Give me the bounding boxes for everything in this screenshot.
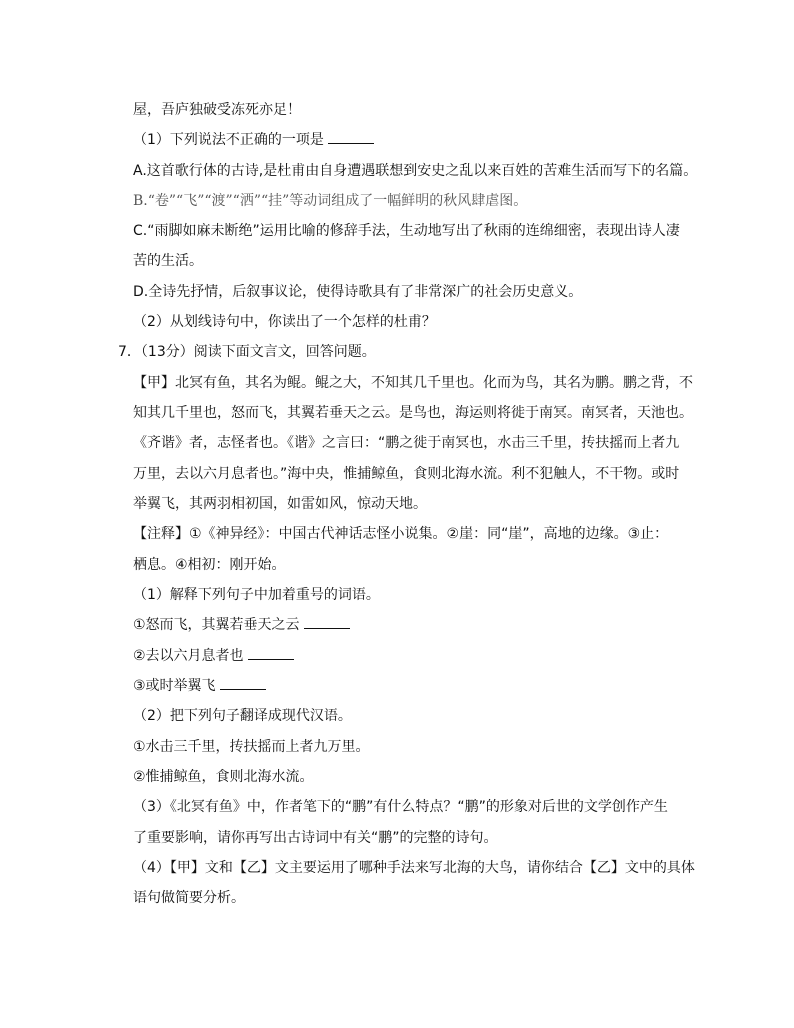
question-7-2-item-2: ②惟捕鲸鱼，食则北海水流。 — [133, 769, 314, 785]
answer-blank[interactable] — [220, 677, 266, 690]
question-7-4-line-2: 语句做简要分析。 — [133, 890, 245, 906]
option-d: D.全诗先抒情，后叙事议论，使得诗歌具有了非常深广的社会历史意义。 — [133, 284, 583, 300]
item-3-text: ③或时举翼飞 — [133, 678, 216, 694]
item-1-text: ①怒而飞，其翼若垂天之云 — [133, 617, 300, 633]
item-2-text: ②去以六月息者也 — [133, 648, 244, 664]
question-7-3-line-1: （3）《北冥有鱼》中，作者笔下的“鹏”有什么特点？“鹏”的形象对后世的文学创作产生 — [133, 799, 668, 815]
answer-blank[interactable] — [248, 647, 294, 660]
question-7-heading: 7．（13分）阅读下面文言文，回答问题。 — [118, 344, 376, 360]
passage-jia-line-1: 【甲】北冥有鱼，其名为鲲。鲲之大，不知其几千里也。化而为鸟，其名为鹏。鹏之背，不 — [133, 375, 693, 391]
option-c-line-1: C.“雨脚如麻未断绝”运用比喻的修辞手法，生动地写出了秋雨的连绵细密，表现出诗人凄 — [133, 223, 680, 239]
answer-blank[interactable] — [328, 131, 374, 144]
passage-jia-line-4: 万里，去以六月息者也。”海中央，惟捕鲸鱼，食则北海水流。利不犯触人，不干物。或时 — [133, 466, 680, 482]
option-b: B.“卷”“飞”“渡”“洒”“挂”等动词组成了一幅鲜明的秋风肆虐图。 — [133, 193, 528, 209]
question-6-1-text: （1）下列说法不正确的一项是 — [133, 132, 324, 148]
passage-jia-line-3: 《齐谐》者，志怪者也。《谐》之言曰：“鹏之徙于南冥也，水击三千里，抟扶摇而上者九 — [133, 435, 680, 451]
notes-line-2: 栖息。④相初：刚开始。 — [133, 557, 286, 573]
question-7-1-item-2 — [133, 646, 294, 666]
passage-jia-line-5: 举翼飞，其两羽相初国，如雷如风，惊动天地。 — [133, 496, 427, 512]
question-7-2-item-1: ①水击三千里，抟扶摇而上者九万里。 — [133, 739, 370, 755]
question-7-1-item-1 — [133, 615, 350, 635]
question-7-1-item-3 — [133, 676, 266, 696]
poem-ending-line: 屋，吾庐独破受冻死亦足！ — [133, 102, 301, 118]
passage-jia-line-2: 知其几千里也，怒而飞，其翼若垂天之云。是鸟也，海运则将徙于南冥。南冥者，天池也。 — [133, 405, 693, 421]
answer-blank[interactable] — [304, 616, 350, 629]
question-7-4-line-1: （4）【甲】文和【乙】文主要运用了哪种手法来写北海的大鸟，请你结合【乙】文中的具体 — [133, 860, 695, 876]
question-6-1 — [133, 130, 374, 150]
notes-line-1: 【注释】①《神异经》：中国古代神话志怪小说集。②崖：同“崖”，高地的边缘。③止： — [133, 526, 669, 542]
option-c-line-2: 苦的生活。 — [133, 253, 203, 269]
question-6-2: （2）从划线诗句中，你读出了一个怎样的杜甫？ — [133, 314, 436, 330]
question-7-2: （2）把下列句子翻译成现代汉语。 — [133, 708, 352, 724]
question-7-1: （1）解释下列句子中加着重号的词语。 — [133, 587, 380, 603]
question-7-3-line-2: 了重要影响，请你再写出古诗词中有关“鹏”的完整的诗句。 — [133, 830, 498, 846]
option-a: A.这首歌行体的古诗,是杜甫由自身遭遇联想到安史之乱以来百姓的苦难生活而写下的名篇。 — [133, 163, 698, 179]
